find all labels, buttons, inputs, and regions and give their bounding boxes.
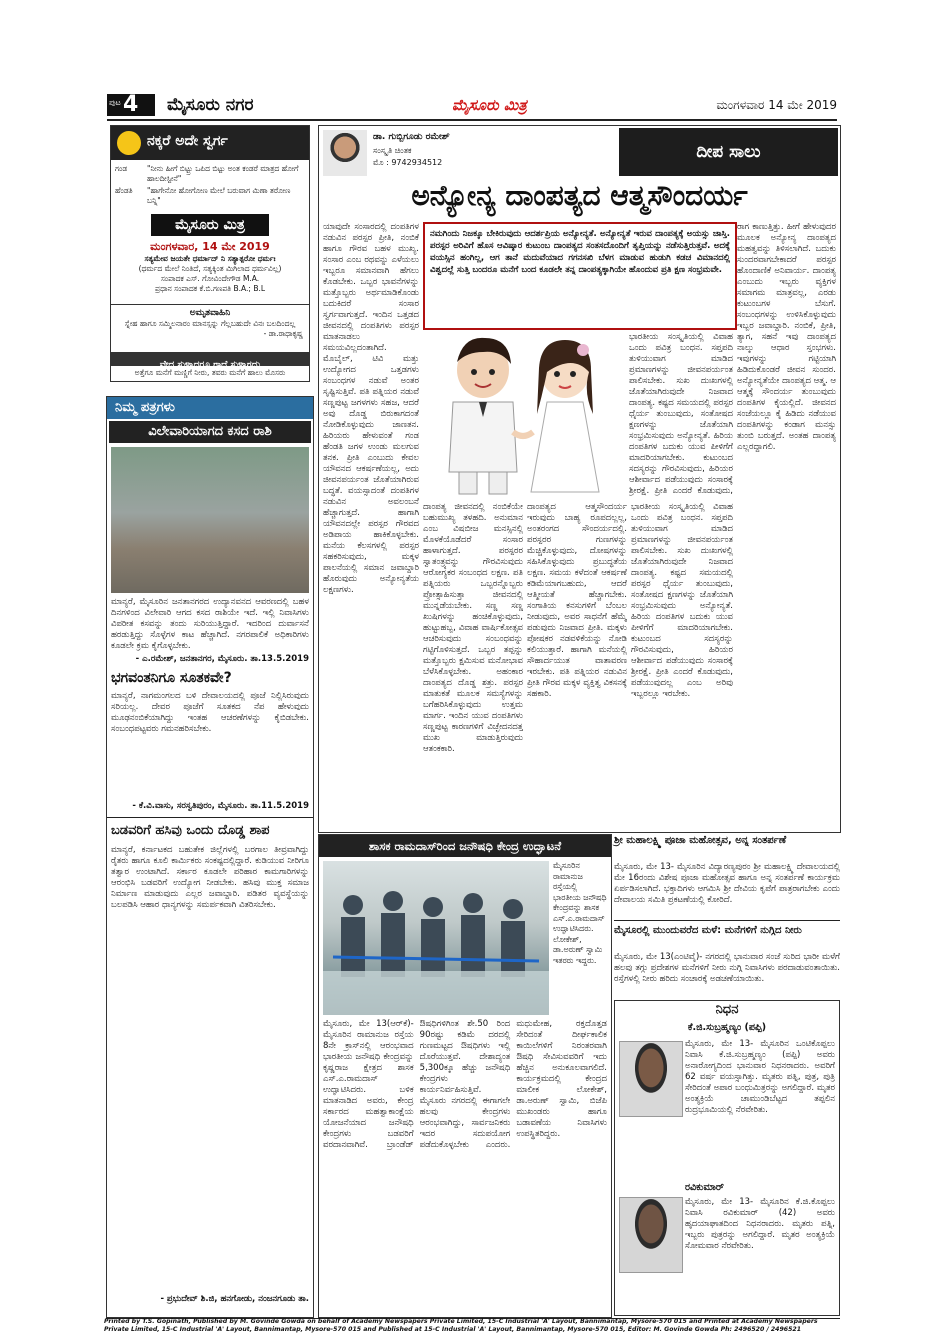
quote-title: ಅಮೃತವಾಹಿನಿ — [189, 308, 231, 318]
garbage-photo — [111, 447, 309, 593]
feature-column-4: ದಾಂಪತ್ಯದ ಆತ್ಮಸೌಂದರ್ಯ ಇರುವುದು ಬಾಹ್ಯ ರೂಪದಲ್ಲಲ್ಲ, ಅಂತರಂಗದ ಸೌಂದರ್ಯದಲ್ಲಿ. ಪರಸ್ಪರರ ಗುಣಗಳನ್ನು ಮೆಚ್ಚಿಕೊಳ್ಳುವುದು, ದೋಷಗಳನ್ನು ಸಹಿಸಿಕೊಳ್ಳುವುದು ಪ್ರಬುದ್ಧತೆಯ ಲಕ್ಷಣ. ಸಮಯ ಕಳೆದಂತೆ ಆಕರ್ಷಣೆ ಕಡಿಮೆಯಾಗಬಹುದು, ಆದರೆ ಆತ್ಮೀಯತೆ ಹೆಚ್ಚಾಗಬೇಕು. ಸಂಗಾತಿಯ ಕನಸುಗಳಿಗೆ ಬೆಂಬಲ ನೀಡುವುದು, ಅವರ ಸಾಧನೆಗೆ ಹೆಮ್ಮೆ ಪಡುವುದು ನಿಜವಾದ ಪ್ರೀತಿ. ಮಕ್ಕಳು ಪೋಷಕರ ನಡವಳಿಕೆಯನ್ನು ನೋಡಿ ಕಲಿಯುತ್ತಾರೆ. ಹಾಗಾಗಿ ಮನೆಯಲ್ಲಿ ಸೌಹಾರ್ದಯುತ ವಾತಾವರಣ ಇರಬೇಕು. ಪತಿ ಪತ್ನಿಯರ ನಡುವಿನ ಪ್ರೀತಿ ಗೌರವ ಮಕ್ಕಳ ವ್ಯಕ್ತಿತ್ವ ವಿಕಸನಕ್ಕೆ ಸಹಕಾರಿ. — [527, 502, 627, 699]
letter2-headline: ಭಗವಂತನಿಗೂ ಸೂತಕವೇ? — [111, 670, 232, 686]
page-number: 4 — [123, 92, 139, 117]
saying-title-bar — [111, 352, 309, 370]
feature-column-3b: ಭಾರತೀಯ ಸಂಸ್ಕೃತಿಯಲ್ಲಿ ವಿವಾಹ ಒಂದು ಪವಿತ್ರ ಬಂಧನ. ಸಪ್ತಪದಿ ತುಳಿಯುವಾಗ ಮಾಡಿದ ಪ್ರಮಾಣಗಳನ್ನು ಜೀವನಪರ್ಯಂತ ಪಾಲಿಸಬೇಕು. ಸುಖ ದುಃಖಗಳಲ್ಲಿ ಜೊತೆಯಾಗಿರುವುದೇ ನಿಜವಾದ ದಾಂಪತ್ಯ. ಕಷ್ಟದ ಸಮಯದಲ್ಲಿ ಪರಸ್ಪರ ಧೈರ್ಯ ತುಂಬುವುದು, ಸಂತೋಷದ ಕ್ಷಣಗಳನ್ನು ಜೊತೆಯಾಗಿ ಸಂಭ್ರಮಿಸುವುದು ಅನ್ಯೋನ್ಯತೆ. ಹಿರಿಯ ದಂಪತಿಗಳ ಬದುಕು ಯುವ ಪೀಳಿಗೆಗೆ ಮಾದರಿಯಾಗಬೇಕು. ಕುಟುಂಬದ ಸದಸ್ಯರನ್ನು ಗೌರವಿಸುವುದು, ಹಿರಿಯರ ಆಶೀರ್ವಾದ ಪಡೆಯುವುದು ಸಂಸಾರಕ್ಕೆ ಶ್ರೀರಕ್ಷೆ. ಪ್ರೀತಿ ಎಂದರೆ ಕೊಡುವುದು, ಪಡೆಯುವುದಲ್ಲ ಎಂಬ ಅರಿವು ಇಬ್ಬರಲ್ಲೂ ಇರಬೇಕು. — [631, 502, 733, 699]
joke-title: ನಕ್ಕರೆ ಅದೇ ಸ್ವರ್ಗ — [147, 133, 228, 149]
motto-translation: (ಧರ್ಮದ ಮೇಲೆ ನಿಂತಿದೆ, ಸತ್ಯಕ್ಕಿಂತ ಮಿಗಿಲಾದ ಧರ್ಮವಿಲ್ಲ) — [138, 264, 282, 273]
obituary-photo-1 — [619, 1041, 683, 1117]
joke-row2-text: "ಹಾಗೇನೋ ಹೋಗೋಣ ಮೇಲೆ ಬರುವಾಗ ಮಿಣಾ ತರೋಣ ಬನ್ನಿ" — [147, 186, 291, 205]
news-story — [318, 834, 612, 1318]
letter2-signature: - ಕೆ.ವಿ.ವಾಸು, ಸರಸ್ವತಿಪುರಂ, ಮೈಸೂರು. ತಾ.11.5.2019 — [132, 801, 309, 811]
feature-pullquote — [423, 222, 737, 330]
obituary-text-1: ಮೈಸೂರು, ಮೇ 13- ಮೈಸೂರಿನ ಒಂಟಿಕೊಪ್ಪಲು ನಿವಾಸಿ ಕೆ.ಜಿ.ಸುಬ್ರಹ್ಮಣ್ಯಂ (ಪಪ್ಪಿ) ಅವರು ಅನಾರೋಗ್ಯದಿಂದ ಭಾನುವಾರ ನಿಧನರಾದರು. ಅವರಿಗೆ 62 ವರ್ಷ ವಯಸ್ಸಾಗಿತ್ತು. ಮೃತರು ಪತ್ನಿ, ಪುತ್ರ, ಪುತ್ರಿ ಸೇರಿದಂತೆ ಅಪಾರ ಬಂಧುಮಿತ್ರರನ್ನು ಅಗಲಿದ್ದಾರೆ. ಮೃತರ ಅಂತ್ಯಕ್ರಿಯೆ ಚಾಮುಂಡಿಬೆಟ್ಟದ ತಪ್ಪಲಿನ ರುದ್ರಭೂಮಿಯಲ್ಲಿ ನೆರವೇರಿತು. — [685, 1039, 835, 1115]
column-name-bar — [619, 128, 838, 176]
mini-masthead-date: ಮಂಗಳವಾರ, 14 ಮೇ 2019 — [150, 240, 270, 253]
feature-headline: ಅನ್ಯೋನ್ಯ ದಾಂಪತ್ಯದ ಆತ್ಮಸೌಂದರ್ಯ — [411, 179, 748, 212]
imprint-line-2: Private Limited, 15-C Industrial 'A' Layout, Bannimantap, Mysore-570 015 and Published at 15-C Industrial 'A' Layout, Bannimantap, Mysore-570 015, Editor: M. Govinde Gowda Ph: 2496520 / 2496521 — [104, 1326, 801, 1333]
photo-caption: ಮೈಸೂರಿನ ರಾಮಾನುಜ ರಸ್ತೆಯಲ್ಲಿ ಭಾರತೀಯ ಜನೌಷಧಿ ಕೇಂದ್ರವನ್ನು ಶಾಸಕ ಎಸ್.ಎ.ರಾಮದಾಸ್ ಉದ್ಘಾಟಿಸಿದರು. ಲೋಕೇಶ್, ಡಾ.ಅರುಣ್ ಸ್ವಾಮಿ ಇತರರು ಇದ್ದರು. — [553, 861, 607, 965]
masthead-logo: ಮೈಸೂರು ಮಿತ್ರ — [452, 96, 527, 114]
imprint-line-1: Printed by T.S. Gopinath, Published by M. Govinde Gowda on behalf of Academy Newspapers Private Limited, 15-C Industrial 'A' Layout, Bannimantap, Mysore-570 015 and Printed at Academy Newspapers — [104, 1318, 818, 1325]
feature-column-2b: ದಾಂಪತ್ಯ ಜೀವನದಲ್ಲಿ ನಂಬಿಕೆಯೇ ಬಹುಮುಖ್ಯ ತಳಹದಿ. ಅನುಮಾನ ಎಂಬ ವಿಷಬೀಜ ಮನಸ್ಸಿನಲ್ಲಿ ಮೊಳಕೆಯೊಡೆದರೆ ಸಂಸಾರ ಹಾಳಾಗುತ್ತದೆ. ಪರಸ್ಪರರ ಸ್ವಾತಂತ್ರ್ಯವನ್ನು ಗೌರವಿಸುವುದು ಆರೋಗ್ಯಕರ ಸಂಬಂಧದ ಲಕ್ಷಣ. ಪತಿ ಪತ್ನಿಯರು ಒಬ್ಬರನ್ನೊಬ್ಬರು ಪ್ರೋತ್ಸಾಹಿಸುತ್ತಾ ಜೀವನದಲ್ಲಿ ಮುನ್ನಡೆಯಬೇಕು. ಸಣ್ಣ ಸಣ್ಣ ಖುಷಿಗಳನ್ನು ಹಂಚಿಕೊಳ್ಳುವುದು, ಹುಟ್ಟುಹಬ್ಬ, ವಿವಾಹ ವಾರ್ಷಿಕೋತ್ಸವ ಆಚರಿಸುವುದು ಸಂಬಂಧವನ್ನು ಗಟ್ಟಿಗೊಳಿಸುತ್ತದೆ. ಒಬ್ಬರ ತಪ್ಪನ್ನು ಮತ್ತೊಬ್ಬರು ಕ್ಷಮಿಸುವ ಮನೋಭಾವ ಬೆಳೆಸಿಕೊಳ್ಳಬೇಕು. ಅಹಂಕಾರ ದಾಂಪತ್ಯದ ದೊಡ್ಡ ಶತ್ರು. ಪರಸ್ಪರ ಮಾತುಕತೆ ಮೂಲಕ ಸಮಸ್ಯೆಗಳನ್ನು ಬಗೆಹರಿಸಿಕೊಳ್ಳುವುದು ಉತ್ತಮ ಮಾರ್ಗ. ಇಂದಿನ ಯುವ ದಂಪತಿಗಳು ಸಣ್ಣಪುಟ್ಟ ಕಾರಣಗಳಿಗೆ ವಿಚ್ಛೇದನದತ್ತ ಮುಖ ಮಾಡುತ್ತಿರುವುದು ಆತಂಕಕಾರಿ. — [423, 502, 523, 754]
joke-row1-text: "ನೀನು ಹೀಗೆ ಬಿಟ್ಟ್ರು ಒಪಿದ ಬಿಟ್ಟು ಅಂತ ಕಂಡರೆ ಮಾತ್ರದ ಹೋಗೆ ಹಾಲದೀಸ್ಟೀನೆ" — [147, 164, 299, 183]
motto-line: ಸತ್ಯಮೇವ ಜಯತೇ ಧರ್ಮಾದ್ ನಿ ಸತ್ಯಾತ್ಪರೋ ಧರ್ಮಃ — [144, 254, 276, 263]
obituary-title: ನಿಧನ — [715, 1002, 739, 1017]
saying-text: ಅತ್ತೆಗೂ ಮನೆಗೆ ಮಣ್ಣಿಗೆ ನೀರು, ತವರು ಮನೆಗೆ ಹಾಲು ಮೊಸರು — [134, 368, 286, 377]
section-title: ಮೈಸೂರು ನಗರ — [167, 95, 254, 115]
feature-article — [318, 125, 841, 833]
saying-title: ವೇದ ಸುಳ್ಳಾದರೂ ಗಾದೆ ಸುಳ್ಳಾಗದು — [159, 360, 261, 370]
quote-text: ಸ್ನೇಹ ಹಾಗೂ ಸಮ್ಮಿಲನಾರಂ ಮಾನಸ್ಸನ್ನು ಗೆಲ್ಲಬಹುದೇ ವಿನಃ ಬಲದಿಂದಲ್ಲ — [124, 319, 296, 328]
letter1-signature: - ಎ.ರಮೇಶ್, ಜನತಾನಗರ, ಮೈಸೂರು. ತಾ.13.5.2019 — [135, 654, 309, 664]
page-label: ಪುಟ — [109, 98, 121, 107]
mini-masthead-text: ಮೈಸೂರು ಮಿತ್ರ — [175, 217, 245, 233]
brief2-headline: ಮೈಸೂರಲ್ಲಿ ಮುಂದುವರೆದ ಮಳೆ: ಮನೆಗಳಿಗೆ ನುಗ್ಗಿದ ನೀರು — [614, 925, 802, 936]
page-number-badge — [107, 94, 155, 116]
right-briefs — [614, 834, 840, 1316]
obituary-name-1: ಕೆ.ಜಿ.ಸುಬ್ರಹ್ಮಣ್ಯಂ (ಪಪ್ಪಿ) — [687, 1022, 767, 1033]
chief-editor-line: ಪ್ರಧಾನ ಸಂಪಾದಕ ಕೆ.ಬಿ.ಗಣಪತಿ B.A.; B.L — [154, 284, 266, 293]
obituary-name-2: ರವಿಕುಮಾರ್ — [685, 1182, 724, 1193]
left-info-box — [110, 125, 310, 382]
feature-column-1: ಯಾವುದೇ ಸಂಸಾರದಲ್ಲಿ ದಂಪತಿಗಳ ನಡುವಿನ ಪರಸ್ಪರ ಪ್ರೀತಿ, ನಂಬಿಕೆ ಹಾಗೂ ಗೌರವ ಬಹಳ ಮುಖ್ಯ. ಸಂಸಾರ ಎಂಬ ರಥವನ್ನು ಎಳೆಯಲು ಇಬ್ಬರೂ ಸಮಾನವಾಗಿ ಹೆಗಲು ಕೊಡಬೇಕು. ಒಬ್ಬರ ಭಾವನೆಗಳನ್ನು ಮತ್ತೊಬ್ಬರು ಅರ್ಥಮಾಡಿಕೊಂಡು ಬದುಕಿದರೆ ಸಂಸಾರ ಸ್ವರ್ಗವಾಗುತ್ತದೆ. ಇಂದಿನ ಒತ್ತಡದ ಜೀವನದಲ್ಲಿ ದಂಪತಿಗಳು ಪರಸ್ಪರ ಮಾತನಾಡಲು ಸಮಯವಿಲ್ಲದಂತಾಗಿದೆ. ಮೊಬೈಲ್, ಟಿವಿ ಮತ್ತು ಉದ್ಯೋಗದ ಒತ್ತಡಗಳು ಸಂಬಂಧಗಳ ನಡುವೆ ಅಂತರ ಸೃಷ್ಟಿಸುತ್ತಿವೆ. ಪತಿ ಪತ್ನಿಯರ ನಡುವೆ ಸಣ್ಣಪುಟ್ಟ ಜಗಳಗಳು ಸಹಜ, ಆದರೆ ಅವು ದೊಡ್ಡ ಬಿರುಕಾಗದಂತೆ ನೋಡಿಕೊಳ್ಳುವುದು ಜಾಣತನ. ಹಿರಿಯರು ಹೇಳುವಂತೆ ಗಂಡ ಹೆಂಡತಿ ಜಗಳ ಉಂಡು ಮಲಗುವ ತನಕ. ಪ್ರೀತಿ ಎಂಬುದು ಕೇವಲ ಯೌವನದ ಆಕರ್ಷಣೆಯಲ್ಲ, ಅದು ಜೀವನಪರ್ಯಂತ ಜೊತೆಯಾಗಿರುವ ಬದ್ಧತೆ. ವಯಸ್ಸಾದಂತೆ ದಂಪತಿಗಳ ನಡುವಿನ ಅವಲಂಬನೆ ಹೆಚ್ಚಾಗುತ್ತದೆ. ಹಾಗಾಗಿ ಯೌವನದಲ್ಲೇ ಪರಸ್ಪರ ಗೌರವದ ಅಡಿಪಾಯ ಹಾಕಿಕೊಳ್ಳಬೇಕು. ಮನೆಯ ಕೆಲಸಗಳಲ್ಲಿ ಪರಸ್ಪರ ಸಹಕರಿಸುವುದು, ಮಕ್ಕಳ ಪಾಲನೆಯಲ್ಲಿ ಸಮಾನ ಜವಾಬ್ದಾರಿ ಹೊರುವುದು ಅನ್ಯೋನ್ಯತೆಯ ಲಕ್ಷಣಗಳು. — [323, 222, 419, 595]
author-name: ಡಾ. ಗುಬ್ಬಿಗೂಡು ರಮೇಶ್ — [373, 132, 450, 142]
letter2-text: ಮಾನ್ಯರೆ, ನಾಗಮಂಗಲದ ಬಳಿ ದೇವಾಲಯದಲ್ಲಿ ಪೂಜೆ ನಿಲ್ಲಿಸಿರುವುದು ಸರಿಯಲ್ಲ. ದೇವರ ಪೂಜೆಗೆ ಸೂತಕದ ನೆಪ ಹೇಳುವುದು ಮೂಢನಂಬಿಕೆಯಾಗಿದ್ದು ಇಂತಹ ಆಚರಣೆಗಳನ್ನು ಕೈಬಿಡಬೇಕು. ಸಂಬಂಧಪಟ್ಟವರು ಗಮನಹರಿಸಬೇಕು. — [111, 691, 309, 734]
quote-author: - ಡಾ.ರಾಧಾಕೃಷ್ಣ — [263, 329, 303, 338]
couple-illustration — [423, 332, 627, 497]
header-rule — [107, 119, 837, 121]
letter1-text: ಮಾನ್ಯರೆ, ಮೈಸೂರಿನ ಜನತಾನಗರದ ಉದ್ಯಾನವನದ ಆವರಣದಲ್ಲಿ ಬಹಳ ದಿನಗಳಿಂದ ವಿಲೇವಾರಿ ಆಗದ ಕಸದ ರಾಶಿಯೇ ಇದೆ. ಇಲ್ಲಿ ನಿವಾಸಿಗಳು ವಿಪರೀತ ಕಸವನ್ನು ತಂದು ಸುರಿಯುತ್ತಿದ್ದಾರೆ. ಇದರಿಂದ ದುರ್ವಾಸನೆ ಹರಡುತ್ತಿದ್ದು ಸೊಳ್ಳೆಗಳ ಕಾಟ ಹೆಚ್ಚಾಗಿದೆ. ನಗರಪಾಲಿಕೆ ಅಧಿಕಾರಿಗಳು ಕೂಡಲೇ ಕ್ರಮ ಕೈಗೊಳ್ಳಬೇಕು. — [111, 597, 309, 651]
letter3-headline: ಬಡವರಿಗೆ ಹಸಿವು ಒಂದು ದೊಡ್ಡ ಶಾಪ — [111, 823, 270, 838]
couple-cartoon-icon — [423, 332, 627, 497]
obituary-box — [614, 1000, 840, 1316]
joke-row2-label: ಹೆಂಡತಿ — [115, 186, 133, 195]
letter3-signature: - ಪ್ರಭುದೇವ್ ಶಿ.ಜಿ, ಹನಗೋಡು, ನಂಜನಗೂಡು ತಾ. — [160, 1294, 309, 1304]
joke-row1-label: ಗಂಡ — [115, 164, 128, 173]
letter3-text: ಮಾನ್ಯರೆ, ಕರ್ನಾಟಕದ ಬಹುತೇಕ ಜಿಲ್ಲೆಗಳಲ್ಲಿ ಬರಗಾಲ ತೀವ್ರವಾಗಿದ್ದು ರೈತರು ಹಾಗೂ ಕೂಲಿ ಕಾರ್ಮಿಕರು ಸಂಕಷ್ಟದಲ್ಲಿದ್ದಾರೆ. ಕುಡಿಯುವ ನೀರಿಗೂ ತತ್ವಾರ ಉಂಟಾಗಿದೆ. ಸರ್ಕಾರ ಕೂಡಲೇ ಪರಿಹಾರ ಕಾಮಗಾರಿಗಳನ್ನು ಆರಂಭಿಸಿ ಬಡವರಿಗೆ ಉದ್ಯೋಗ ನೀಡಬೇಕು. ಹಸಿವು ಮುಕ್ತ ಸಮಾಜ ನಿರ್ಮಾಣ ಮಾಡುವುದು ಎಲ್ಲರ ಜವಾಬ್ದಾರಿ. ಪಡಿತರ ವ್ಯವಸ್ಥೆಯನ್ನು ಬಲಪಡಿಸಿ ಆಹಾರ ಧಾನ್ಯಗಳನ್ನು ಸಮರ್ಪಕವಾಗಿ ವಿತರಿಸಬೇಕು. — [111, 845, 309, 910]
news-headline: ಶಾಸಕ ರಾಮದಾಸ್‍ರಿಂದ ಜನೌಷಧಿ ಕೇಂದ್ರ ಉದ್ಘಾಟನೆ — [319, 835, 611, 857]
letters-banner — [107, 397, 313, 419]
letters-column — [106, 396, 314, 1318]
letter1-headline: ವಿಲೇವಾರಿಯಾಗದ ಕಸದ ರಾಶಿ — [109, 421, 311, 443]
inauguration-photo — [323, 861, 549, 1015]
author-phone: ಮೊ : 9742934512 — [373, 158, 443, 167]
feature-column-5: ರಾಗ ಕಾಣುತ್ತಿತ್ತು. ಹೀಗೆ ಹೇಳುವುದರ ಮೂಲಕ ಅನ್ಯೋನ್ಯ ದಾಂಪತ್ಯದ ಮಹತ್ವವನ್ನು ತಿಳಿಸಲಾಗಿದೆ. ಬದುಕು ಸುಂದರವಾಗಬೇಕಾದರೆ ಪರಸ್ಪರ ಹೊಂದಾಣಿಕೆ ಅನಿವಾರ್ಯ. ದಾಂಪತ್ಯ ಎಂಬುದು ಇಬ್ಬರು ವ್ಯಕ್ತಿಗಳ ಸಮಾಗಮ ಮಾತ್ರವಲ್ಲ, ಎರಡು ಕುಟುಂಬಗಳ ಬೆಸುಗೆ. ಸಂಬಂಧಗಳನ್ನು ಉಳಿಸಿಕೊಳ್ಳುವುದು ಇಬ್ಬರ ಜವಾಬ್ದಾರಿ. ನಂಬಿಕೆ, ಪ್ರೀತಿ, ತ್ಯಾಗ, ಸಹನೆ ಇವು ದಾಂಪತ್ಯದ ನಾಲ್ಕು ಆಧಾರ ಸ್ತಂಭಗಳು. ಇವುಗಳನ್ನು ಗಟ್ಟಿಯಾಗಿ ಹಿಡಿದುಕೊಂಡರೆ ಜೀವನ ಸುಂದರ. ಅನ್ಯೋನ್ಯತೆಯೇ ದಾಂಪತ್ಯದ ಆತ್ಮ. ಆ ಆತ್ಮಕ್ಕೆ ಸೌಂದರ್ಯ ತುಂಬುವುದು ದಂಪತಿಗಳ ಕೈಯಲ್ಲಿದೆ. ಜೀವನದ ಸಂಜೆಯಲ್ಲೂ ಕೈ ಹಿಡಿದು ನಡೆಯುವ ದಂಪತಿಗಳನ್ನು ಕಂಡಾಗ ಮನಸ್ಸು ತುಂಬಿ ಬರುತ್ತದೆ. ಅಂತಹ ದಾಂಪತ್ಯ ಎಲ್ಲರದ್ದಾಗಲಿ. — [737, 222, 836, 452]
news-body: ಮೈಸೂರು, ಮೇ 13(ಆರ್‌ಕೆ)- ಮೈಸೂರಿನ ರಾಮಾನುಜ ರಸ್ತೆಯ 8ನೇ ಕ್ರಾಸ್‌ನಲ್ಲಿ ಆರಂಭವಾದ ಭಾರತೀಯ ಜನೌಷಧಿ ಕೇಂದ್ರವನ್ನು ಕೃಷ್ಣರಾಜ ಕ್ಷೇತ್ರದ ಶಾಸಕ ಎಸ್.ಎ.ರಾಮದಾಸ್ ಉದ್ಘಾಟಿಸಿದರು. ಬಳಿಕ ಮಾತನಾಡಿದ ಅವರು, ಕೇಂದ್ರ ಸರ್ಕಾರದ ಮಹತ್ವಾಕಾಂಕ್ಷೆಯ ಯೋಜನೆಯಾದ ಜನೌಷಧಿ ಕೇಂದ್ರಗಳು ಬಡವರಿಗೆ ವರದಾನವಾಗಿವೆ. ಬ್ರಾಂಡೆಡ್ ಔಷಧಿಗಳಿಗಿಂತ ಶೇ.50 ರಿಂದ 90ರಷ್ಟು ಕಡಿಮೆ ದರದಲ್ಲಿ ಗುಣಮಟ್ಟದ ಔಷಧಿಗಳು ಇಲ್ಲಿ ದೊರೆಯುತ್ತವೆ. ದೇಶಾದ್ಯಂತ 5,300ಕ್ಕೂ ಹೆಚ್ಚು ಜನೌಷಧಿ ಕೇಂದ್ರಗಳು ಕಾರ್ಯನಿರ್ವಹಿಸುತ್ತಿವೆ. ಮೈಸೂರು ನಗರದಲ್ಲಿ ಈಗಾಗಲೇ ಹಲವು ಕೇಂದ್ರಗಳು ಆರಂಭವಾಗಿದ್ದು, ಸಾರ್ವಜನಿಕರು ಇದರ ಸದುಪಯೋಗ ಪಡೆದುಕೊಳ್ಳಬೇಕು ಎಂದರು. ಮಧುಮೇಹ, ರಕ್ತದೊತ್ತಡ ಸೇರಿದಂತೆ ದೀರ್ಘಕಾಲಿಕ ಕಾಯಿಲೆಗಳಿಗೆ ನಿರಂತರವಾಗಿ ಔಷಧಿ ಸೇವಿಸುವವರಿಗೆ ಇದು ಹೆಚ್ಚಿನ ಅನುಕೂಲವಾಗಲಿದೆ. ಕಾರ್ಯಕ್ರಮದಲ್ಲಿ ಕೇಂದ್ರದ ಮಾಲೀಕ ಲೋಕೇಶ್, ಡಾ.ಅರುಣ್ ಸ್ವಾಮಿ, ಬಿಜೆಪಿ ಮುಖಂಡರು ಹಾಗೂ ಬಡಾವಣೆಯ ನಿವಾಸಿಗಳು ಉಪಸ್ಥಿತರಿದ್ದರು. — [323, 1019, 607, 1150]
obituary-photo-2 — [619, 1197, 683, 1273]
joke-title-bar — [111, 126, 309, 160]
laughing-face-icon — [117, 131, 141, 155]
obituary-text-2: ಮೈಸೂರು, ಮೇ 13- ಮೈಸೂರಿನ ಕೆ.ಜಿ.ಕೊಪ್ಪಲು ನಿವಾಸಿ ರವಿಕುಮಾರ್ (42) ಅವರು ಹೃದಯಾಘಾತದಿಂದ ನಿಧನರಾದರು. ಮೃತರು ಪತ್ನಿ, ಇಬ್ಬರು ಪುತ್ರರನ್ನು ಅಗಲಿದ್ದಾರೆ. ಮೃತರ ಅಂತ್ಯಕ್ರಿಯೆ ಸೋಮವಾರ ನೆರವೇರಿತು. — [685, 1197, 835, 1251]
column-name: ದೀಪ ಸಾಲು — [696, 142, 761, 162]
imprint-footer — [104, 1318, 842, 1334]
brief2-text: ಮೈಸೂರು, ಮೇ 13(ಎಂಟಿವೈ)- ನಗರದಲ್ಲಿ ಭಾನುವಾರ ಸಂಜೆ ಸುರಿದ ಭಾರೀ ಮಳೆಗೆ ಹಲವು ತಗ್ಗು ಪ್ರದೇಶಗಳ ಮನೆಗಳಿಗೆ ನೀರು ನುಗ್ಗಿ ನಿವಾಸಿಗಳು ಪರದಾಡುವಂತಾಯಿತು. ರಸ್ತೆಗಳಲ್ಲಿ ನೀರು ಹರಿದು ಸಂಚಾರಕ್ಕೆ ಅಡಚಣೆಯಾಯಿತು. — [614, 952, 840, 984]
people-group-icon — [323, 861, 549, 1015]
brief1-text: ಮೈಸೂರು, ಮೇ 13- ಮೈಸೂರಿನ ವಿದ್ಯಾರಣ್ಯಪುರಂ ಶ್ರೀ ಮಹಾಲಕ್ಷ್ಮಿ ದೇವಾಲಯದಲ್ಲಿ ಮೇ 16ರಂದು ವಿಶೇಷ ಪೂಜಾ ಮಹೋತ್ಸವ ಹಾಗೂ ಅನ್ನ ಸಂತರ್ಪಣೆ ಕಾರ್ಯಕ್ರಮ ಏರ್ಪಡಿಸಲಾಗಿದೆ. ಭಕ್ತಾದಿಗಳು ಆಗಮಿಸಿ ಶ್ರೀ ದೇವಿಯ ಕೃಪೆಗೆ ಪಾತ್ರರಾಗಬೇಕು ಎಂದು ದೇವಾಲಯ ಸಮಿತಿ ಪ್ರಕಟಣೆಯಲ್ಲಿ ಕೋರಿದೆ. — [614, 862, 840, 905]
author-role: ಸಂಸ್ಕೃತಿ ಚಿಂತಕ — [373, 146, 412, 155]
page-header — [107, 94, 837, 118]
letters-banner-text: ನಿಮ್ಮ ಪತ್ರಗಳು — [115, 400, 175, 415]
pullquote-text: ನಮಗಿಂದು ನಿಜಕ್ಕೂ ಬೇಕಿರುವುದು ಆದರ್ಶಪ್ರಿಯ ಅನ್ಯೋನ್ಯತೆ. ಅನ್ಯೋನ್ಯತೆ ಇರುವ ದಾಂಪತ್ಯಕ್ಕೆ ಅಯಸ್ಸು ಜಾಸ್ತಿ. ಪರಸ್ಪರ ಅರಿವಿಗೆ ಹೊಸ ಆವಿಷ್ಕಾರ ಕುಟುಂಬ ದಾಂಪತ್ಯದ ಸಂತಸದೊಂದಿಗೆ ತೃಪ್ತಿಯನ್ನು ನಡೆಸುತ್ತಿರುತ್ತವೆ. ಅದಕ್ಕೆ ವಯಸ್ಸಿನ ಹಂಗಿಲ್ಲ, ಆಗ ತಾನೆ ಮದುವೆಯಾದ ಗಗನಸಖಿ ಬೆಳಗ ಮಾಡುವ ಹುಡುಗಿ ಕಡಚ ವಿಮಾನದಲ್ಲಿ ವಿಶ್ವದಲ್ಲೆ ಸುತ್ತಿ ಬಂದರೂ ಮನೆಗೆ ಬಂದ ಕೂಡಲೇ ತನ್ನ ದಾಂಪತ್ಯಕ್ಕಾಗಿಯೇ ಹೊಂದುವ ಪ್ರತಿ ಕ್ಷಣ ಸಂಭ್ರಮವೇ. — [430, 229, 730, 275]
brief1-headline: ಶ್ರೀ ಮಹಾಲಕ್ಷ್ಮಿ ಪೂಜಾ ಮಹೋತ್ಸವ, ಅನ್ನ ಸಂತರ್ಪಣೆ — [614, 835, 787, 846]
author-avatar — [323, 130, 367, 176]
header-date: ಮಂಗಳವಾರ 14 ಮೇ 2019 — [716, 98, 837, 112]
mini-masthead — [151, 214, 269, 236]
feature-column-3: ಭಾರತೀಯ ಸಂಸ್ಕೃತಿಯಲ್ಲಿ ವಿವಾಹ ಒಂದು ಪವಿತ್ರ ಬಂಧನ. ಸಪ್ತಪದಿ ತುಳಿಯುವಾಗ ಮಾಡಿದ ಪ್ರಮಾಣಗಳನ್ನು ಜೀವನಪರ್ಯಂತ ಪಾಲಿಸಬೇಕು. ಸುಖ ದುಃಖಗಳಲ್ಲಿ ಜೊತೆಯಾಗಿರುವುದೇ ನಿಜವಾದ ದಾಂಪತ್ಯ. ಕಷ್ಟದ ಸಮಯದಲ್ಲಿ ಪರಸ್ಪರ ಧೈರ್ಯ ತುಂಬುವುದು, ಸಂತೋಷದ ಕ್ಷಣಗಳನ್ನು ಜೊತೆಯಾಗಿ ಸಂಭ್ರಮಿಸುವುದು ಅನ್ಯೋನ್ಯತೆ. ಹಿರಿಯ ದಂಪತಿಗಳ ಬದುಕು ಯುವ ಪೀಳಿಗೆಗೆ ಮಾದರಿಯಾಗಬೇಕು. ಕುಟುಂಬದ ಸದಸ್ಯರನ್ನು ಗೌರವಿಸುವುದು, ಹಿರಿಯರ ಆಶೀರ್ವಾದ ಪಡೆಯುವುದು ಸಂಸಾರಕ್ಕೆ ಶ್ರೀರಕ್ಷೆ. ಪ್ರೀತಿ ಎಂದರೆ ಕೊಡುವುದು, — [629, 332, 733, 496]
editor-line: ಸಂಪಾದಕ ಎಸ್. ಗೋವಿಂದೇಗೌಡ M.A. — [160, 274, 260, 283]
